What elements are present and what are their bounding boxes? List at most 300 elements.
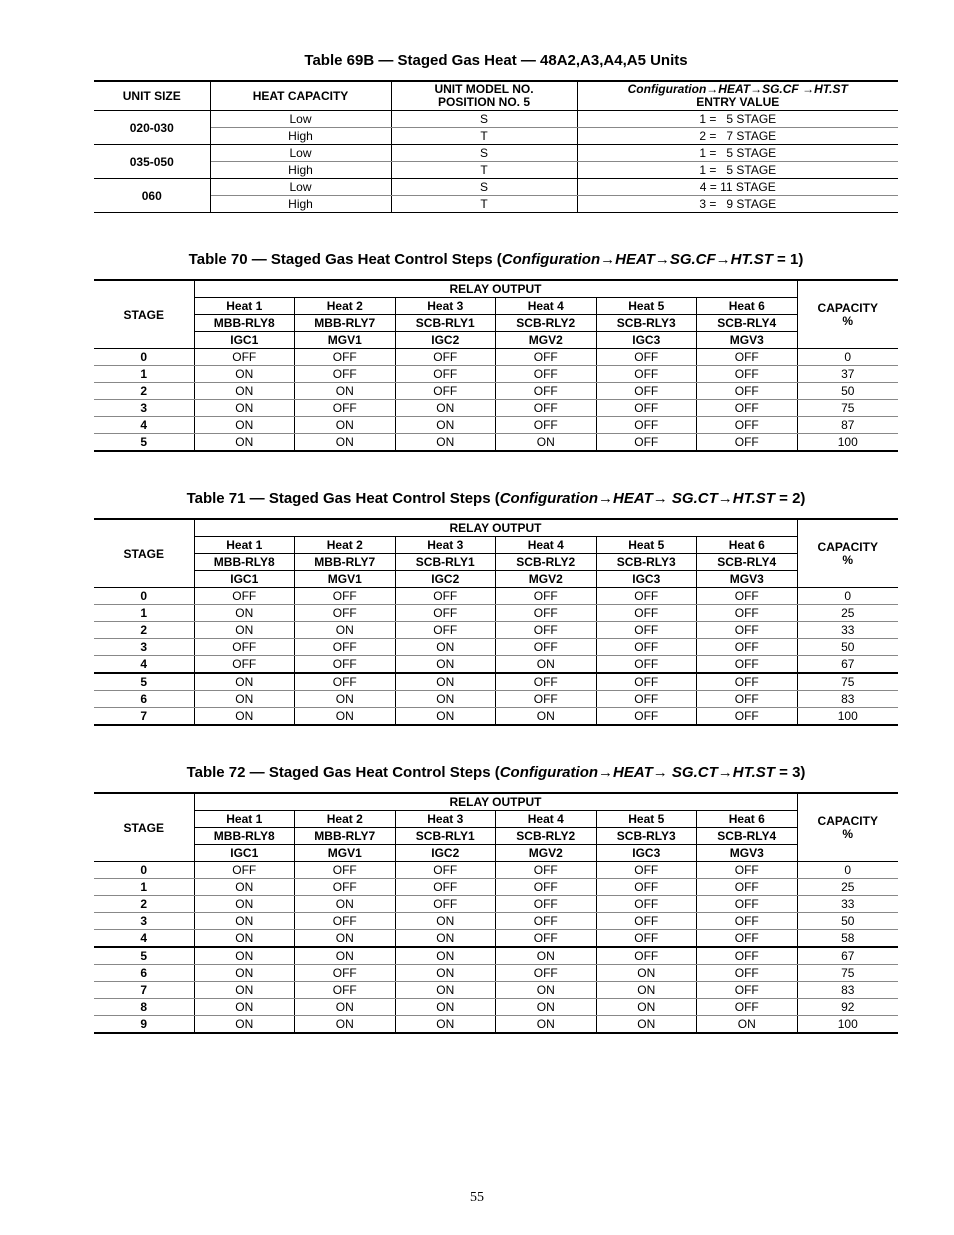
relay-state-cell: OFF bbox=[496, 349, 597, 366]
table-row bbox=[94, 417, 898, 434]
title-suffix: = 3) bbox=[774, 764, 806, 781]
title-suffix: = 2) bbox=[774, 490, 806, 507]
capacity-cell: 67 bbox=[797, 947, 898, 965]
relay-state-cell: ON bbox=[496, 999, 597, 1016]
capacity-label: CAPACITY bbox=[817, 539, 878, 554]
relay-state-cell: OFF bbox=[596, 913, 697, 930]
relay-col-heats-5: Heat 5 bbox=[596, 537, 697, 554]
stage-cell: 0 bbox=[94, 862, 194, 879]
relay-state-cell: OFF bbox=[596, 862, 697, 879]
relay-col-heats-1: Heat 1 bbox=[194, 537, 295, 554]
stage-cell: 2 bbox=[94, 896, 194, 913]
capacity-label: CAPACITY bbox=[817, 300, 878, 315]
relay-state-cell: ON bbox=[194, 400, 295, 417]
relay-state-cell: ON bbox=[596, 999, 697, 1016]
table-row bbox=[94, 605, 898, 622]
relay-state-cell: OFF bbox=[496, 930, 597, 948]
relay-output-header: RELAY OUTPUT bbox=[194, 280, 797, 298]
relay-state-cell: OFF bbox=[295, 982, 396, 999]
relay-state-cell: OFF bbox=[697, 862, 798, 879]
relay-col-heats-6: Heat 6 bbox=[697, 537, 798, 554]
relay-col-heats-3: Heat 3 bbox=[395, 298, 496, 315]
relay-state-cell: ON bbox=[194, 673, 295, 691]
relay-state-cell: OFF bbox=[697, 708, 798, 726]
title-prefix: Table 71 — Staged Gas Heat Control Steps ( bbox=[186, 490, 500, 507]
relay-col-heats-2: Heat 2 bbox=[295, 811, 396, 828]
entry-value-cell: 1 = 5 STAGE bbox=[577, 145, 898, 162]
relay-state-cell: OFF bbox=[697, 656, 798, 674]
table-69b-body bbox=[94, 111, 898, 213]
relay-state-cell: ON bbox=[295, 708, 396, 726]
relay-col-valves-6: MGV3 bbox=[697, 571, 798, 588]
relay-state-cell: OFF bbox=[295, 588, 396, 605]
stage-cell: 4 bbox=[94, 656, 194, 674]
table-row bbox=[94, 128, 898, 145]
table-row bbox=[94, 383, 898, 400]
relay-col-heats-4: Heat 4 bbox=[496, 537, 597, 554]
relay-state-cell: ON bbox=[395, 1016, 496, 1034]
relay-state-cell: OFF bbox=[697, 913, 798, 930]
relay-state-cell: OFF bbox=[496, 383, 597, 400]
relay-col-heats-4: Heat 4 bbox=[496, 811, 597, 828]
relay-state-cell: OFF bbox=[596, 673, 697, 691]
relay-state-cell: ON bbox=[295, 999, 396, 1016]
capacity-cell: 83 bbox=[797, 691, 898, 708]
relay-col-heats-5: Heat 5 bbox=[596, 811, 697, 828]
stage-header: STAGE bbox=[94, 280, 194, 349]
relay-col-valves-1: IGC1 bbox=[194, 845, 295, 862]
relay-state-cell: OFF bbox=[596, 656, 697, 674]
model-position-cell: T bbox=[391, 196, 577, 213]
relay-state-cell: OFF bbox=[295, 366, 396, 383]
relay-col-relays-4: SCB-RLY2 bbox=[496, 554, 597, 571]
capacity-cell: 25 bbox=[797, 605, 898, 622]
capacity-cell: 75 bbox=[797, 400, 898, 417]
relay-col-heats-2: Heat 2 bbox=[295, 537, 396, 554]
unit-size-cell: 060 bbox=[94, 179, 210, 213]
table-row bbox=[94, 145, 898, 162]
title-config-path: Configuration→HEAT→ SG.CT→HT.ST bbox=[499, 490, 775, 507]
table-69b bbox=[94, 80, 898, 213]
heat-capacity-cell: Low bbox=[210, 111, 391, 128]
col-entry-value bbox=[577, 81, 898, 111]
relay-state-cell: ON bbox=[194, 417, 295, 434]
capacity-cell: 50 bbox=[797, 383, 898, 400]
relay-state-cell: OFF bbox=[697, 417, 798, 434]
relay-state-cell: ON bbox=[395, 417, 496, 434]
relay-col-valves-4: MGV2 bbox=[496, 571, 597, 588]
relay-state-cell: OFF bbox=[596, 691, 697, 708]
relay-col-relays-3: SCB-RLY1 bbox=[395, 315, 496, 332]
stage-cell: 1 bbox=[94, 605, 194, 622]
relay-state-cell: OFF bbox=[295, 639, 396, 656]
relay-state-cell: OFF bbox=[496, 896, 597, 913]
table-row bbox=[94, 673, 898, 691]
relay-state-cell: ON bbox=[194, 999, 295, 1016]
relay-state-cell: OFF bbox=[496, 417, 597, 434]
relay-state-cell: ON bbox=[295, 622, 396, 639]
relay-state-cell: ON bbox=[395, 913, 496, 930]
relay-state-cell: OFF bbox=[395, 605, 496, 622]
capacity-unit: % bbox=[842, 826, 854, 841]
entry-value-cell: 4 = 11 STAGE bbox=[577, 179, 898, 196]
relay-col-valves-1: IGC1 bbox=[194, 571, 295, 588]
entry-value-cell: 2 = 7 STAGE bbox=[577, 128, 898, 145]
relay-state-cell: OFF bbox=[496, 588, 597, 605]
relay-state-cell: OFF bbox=[596, 434, 697, 452]
entry-value-cell: 1 = 5 STAGE bbox=[577, 111, 898, 128]
relay-state-cell: OFF bbox=[295, 965, 396, 982]
relay-col-relays-1: MBB-RLY8 bbox=[194, 554, 295, 571]
relay-output-header: RELAY OUTPUT bbox=[194, 793, 797, 811]
stage-cell: 6 bbox=[94, 691, 194, 708]
table-69b-title: Table 69B — Staged Gas Heat — 48A2,A3,A4,A5 Units bbox=[304, 52, 688, 69]
stage-cell: 4 bbox=[94, 417, 194, 434]
stage-cell: 0 bbox=[94, 588, 194, 605]
relay-state-cell: ON bbox=[496, 947, 597, 965]
relay-state-cell: OFF bbox=[697, 400, 798, 417]
relay-state-cell: OFF bbox=[596, 366, 697, 383]
col-model-line2: POSITION NO. 5 bbox=[437, 95, 530, 109]
relay-state-cell: OFF bbox=[295, 349, 396, 366]
relay-state-cell: OFF bbox=[697, 673, 798, 691]
relay-state-cell: OFF bbox=[596, 588, 697, 605]
relay-state-cell: OFF bbox=[295, 673, 396, 691]
relay-state-cell: ON bbox=[295, 947, 396, 965]
relay-col-relays-2: MBB-RLY7 bbox=[295, 554, 396, 571]
relay-col-relays-3: SCB-RLY1 bbox=[395, 828, 496, 845]
table-row bbox=[94, 639, 898, 656]
relay-state-cell: OFF bbox=[194, 349, 295, 366]
relay-col-valves-4: MGV2 bbox=[496, 845, 597, 862]
capacity-cell: 33 bbox=[797, 896, 898, 913]
relay-state-cell: OFF bbox=[496, 862, 597, 879]
relay-state-cell: OFF bbox=[194, 862, 295, 879]
stage-cell: 4 bbox=[94, 930, 194, 948]
stage-cell: 8 bbox=[94, 999, 194, 1016]
table-row bbox=[94, 111, 898, 128]
manual-page bbox=[94, 50, 898, 1034]
relay-state-cell: OFF bbox=[596, 383, 697, 400]
table-row bbox=[94, 622, 898, 639]
relay-state-cell: OFF bbox=[697, 383, 798, 400]
relay-state-cell: OFF bbox=[395, 349, 496, 366]
relay-state-cell: ON bbox=[395, 639, 496, 656]
relay-col-valves-2: MGV1 bbox=[295, 571, 396, 588]
relay-state-cell: OFF bbox=[194, 656, 295, 674]
relay-state-cell: ON bbox=[295, 1016, 396, 1034]
relay-state-cell: OFF bbox=[596, 400, 697, 417]
relay-col-valves-6: MGV3 bbox=[697, 845, 798, 862]
relay-state-cell: ON bbox=[194, 896, 295, 913]
capacity-cell: 87 bbox=[797, 417, 898, 434]
relay-state-cell: OFF bbox=[194, 588, 295, 605]
relay-state-cell: OFF bbox=[697, 349, 798, 366]
relay-state-cell: OFF bbox=[596, 639, 697, 656]
capacity-cell: 37 bbox=[797, 366, 898, 383]
table-row bbox=[94, 196, 898, 213]
relay-state-cell: ON bbox=[496, 434, 597, 452]
relay-state-cell: OFF bbox=[496, 879, 597, 896]
relay-state-cell: ON bbox=[395, 708, 496, 726]
relay-state-cell: ON bbox=[596, 965, 697, 982]
col-config-path: Configuration→HEAT→SG.CF →HT.ST bbox=[627, 82, 848, 96]
capacity-cell: 100 bbox=[837, 1017, 858, 1031]
relay-state-cell: OFF bbox=[395, 383, 496, 400]
table-row bbox=[94, 588, 898, 605]
relay-state-cell: ON bbox=[395, 999, 496, 1016]
relay-state-cell: OFF bbox=[395, 862, 496, 879]
model-position-cell: S bbox=[391, 111, 577, 128]
relay-state-cell: OFF bbox=[496, 366, 597, 383]
relay-state-cell: OFF bbox=[596, 417, 697, 434]
relay-col-heats-3: Heat 3 bbox=[395, 811, 496, 828]
relay-col-heats-1: Heat 1 bbox=[194, 298, 295, 315]
relay-state-cell: OFF bbox=[496, 965, 597, 982]
relay-state-cell: OFF bbox=[496, 639, 597, 656]
relay-state-cell: ON bbox=[496, 982, 597, 999]
col-heat-capacity: HEAT CAPACITY bbox=[210, 81, 391, 111]
relay-state-cell: OFF bbox=[697, 930, 798, 948]
table-row bbox=[94, 400, 898, 417]
relay-state-cell: ON bbox=[395, 930, 496, 948]
relay-col-heats-5: Heat 5 bbox=[596, 298, 697, 315]
relay-state-cell: OFF bbox=[697, 639, 798, 656]
capacity-cell: 0 bbox=[797, 349, 898, 366]
relay-state-cell: OFF bbox=[697, 896, 798, 913]
relay-state-cell: OFF bbox=[395, 879, 496, 896]
table-71 bbox=[94, 518, 898, 726]
table-72 bbox=[94, 792, 898, 1034]
relay-state-cell: ON bbox=[194, 930, 295, 948]
relay-col-relays-6: SCB-RLY4 bbox=[697, 315, 798, 332]
relay-state-cell: ON bbox=[194, 605, 295, 622]
title-prefix: Table 72 — Staged Gas Heat Control Steps ( bbox=[186, 764, 500, 781]
table-row bbox=[94, 162, 898, 179]
relay-state-cell: OFF bbox=[496, 673, 597, 691]
relay-state-cell: ON bbox=[295, 930, 396, 948]
table-row bbox=[94, 656, 898, 674]
relay-col-valves-4: MGV2 bbox=[496, 332, 597, 349]
table-row bbox=[94, 349, 898, 366]
relay-state-cell: OFF bbox=[697, 879, 798, 896]
relay-state-cell: ON bbox=[194, 708, 295, 726]
relay-col-relays-6: SCB-RLY4 bbox=[697, 554, 798, 571]
capacity-header bbox=[797, 793, 898, 862]
heat-capacity-cell: Low bbox=[210, 145, 391, 162]
table-row bbox=[94, 879, 898, 896]
relay-state-cell: OFF bbox=[596, 605, 697, 622]
table-70-title bbox=[94, 249, 898, 271]
title-config-path: Configuration→HEAT→SG.CF→HT.ST bbox=[501, 251, 773, 268]
relay-col-relays-5: SCB-RLY3 bbox=[596, 828, 697, 845]
heat-capacity-cell: High bbox=[210, 162, 391, 179]
capacity-cell: 0 bbox=[797, 588, 898, 605]
relay-state-cell: OFF bbox=[697, 434, 798, 452]
col-unit-size: UNIT SIZE bbox=[94, 81, 210, 111]
relay-state-cell: ON bbox=[194, 965, 295, 982]
relay-state-cell: OFF bbox=[697, 588, 798, 605]
heat-capacity-cell: High bbox=[210, 196, 391, 213]
relay-state-cell: ON bbox=[194, 947, 295, 965]
table-71-title bbox=[94, 488, 898, 510]
relay-col-heats-1: Heat 1 bbox=[194, 811, 295, 828]
relay-state-cell: ON bbox=[194, 434, 295, 452]
capacity-cell: 67 bbox=[797, 656, 898, 674]
relay-col-valves-2: MGV1 bbox=[295, 845, 396, 862]
capacity-label: CAPACITY bbox=[817, 813, 878, 828]
relay-col-relays-2: MBB-RLY7 bbox=[295, 828, 396, 845]
relay-state-cell: OFF bbox=[596, 708, 697, 726]
relay-state-cell: OFF bbox=[596, 930, 697, 948]
stage-cell: 6 bbox=[94, 965, 194, 982]
relay-state-cell: ON bbox=[295, 434, 396, 452]
relay-state-cell: ON bbox=[395, 965, 496, 982]
relay-state-cell: ON bbox=[395, 434, 496, 452]
relay-col-valves-3: IGC2 bbox=[395, 845, 496, 862]
capacity-cell: 100 bbox=[837, 435, 858, 449]
relay-state-cell: ON bbox=[194, 913, 295, 930]
relay-state-cell: ON bbox=[295, 417, 396, 434]
relay-col-valves-2: MGV1 bbox=[295, 332, 396, 349]
relay-col-valves-5: IGC3 bbox=[596, 571, 697, 588]
page-number: 55 bbox=[470, 1190, 484, 1205]
relay-col-heats-6: Heat 6 bbox=[697, 811, 798, 828]
relay-state-cell: ON bbox=[596, 1016, 697, 1034]
heat-capacity-cell: Low bbox=[210, 179, 391, 196]
capacity-header bbox=[797, 280, 898, 349]
capacity-cell: 25 bbox=[797, 879, 898, 896]
relay-col-valves-3: IGC2 bbox=[395, 332, 496, 349]
relay-state-cell: ON bbox=[194, 879, 295, 896]
stage-cell: 0 bbox=[94, 349, 194, 366]
entry-value-cell: 3 = 9 STAGE bbox=[577, 196, 898, 213]
stage-cell: 3 bbox=[94, 913, 194, 930]
capacity-cell: 0 bbox=[797, 862, 898, 879]
relay-state-cell: ON bbox=[395, 656, 496, 674]
relay-state-cell: OFF bbox=[496, 913, 597, 930]
capacity-cell: 50 bbox=[797, 639, 898, 656]
model-position-cell: S bbox=[391, 179, 577, 196]
relay-state-cell: OFF bbox=[596, 622, 697, 639]
relay-state-cell: ON bbox=[194, 1016, 295, 1034]
capacity-cell: 92 bbox=[797, 999, 898, 1016]
relay-state-cell: OFF bbox=[295, 400, 396, 417]
relay-state-cell: OFF bbox=[697, 982, 798, 999]
capacity-cell: 75 bbox=[797, 673, 898, 691]
relay-state-cell: OFF bbox=[295, 879, 396, 896]
relay-state-cell: ON bbox=[194, 691, 295, 708]
relay-state-cell: ON bbox=[295, 383, 396, 400]
table-row bbox=[94, 982, 898, 999]
relay-state-cell: OFF bbox=[295, 656, 396, 674]
relay-col-valves-3: IGC2 bbox=[395, 571, 496, 588]
table-row bbox=[94, 862, 898, 879]
relay-state-cell: OFF bbox=[697, 965, 798, 982]
relay-col-relays-5: SCB-RLY3 bbox=[596, 315, 697, 332]
relay-state-cell: OFF bbox=[295, 862, 396, 879]
capacity-cell: 83 bbox=[797, 982, 898, 999]
relay-col-relays-4: SCB-RLY2 bbox=[496, 828, 597, 845]
stage-cell: 5 bbox=[94, 434, 194, 452]
table-row bbox=[94, 179, 898, 196]
relay-col-relays-3: SCB-RLY1 bbox=[395, 554, 496, 571]
table-row bbox=[94, 434, 898, 452]
relay-state-cell: OFF bbox=[395, 622, 496, 639]
relay-col-heats-2: Heat 2 bbox=[295, 298, 396, 315]
relay-col-relays-1: MBB-RLY8 bbox=[194, 315, 295, 332]
capacity-cell: 75 bbox=[797, 965, 898, 982]
table-row bbox=[94, 708, 898, 726]
relay-state-cell: ON bbox=[395, 691, 496, 708]
table-72-title bbox=[94, 762, 898, 784]
relay-state-cell: OFF bbox=[496, 622, 597, 639]
stage-cell: 5 bbox=[94, 673, 194, 691]
stage-header: STAGE bbox=[94, 519, 194, 588]
table-row bbox=[94, 913, 898, 930]
table-row bbox=[94, 896, 898, 913]
relay-state-cell: OFF bbox=[697, 691, 798, 708]
relay-state-cell: OFF bbox=[697, 366, 798, 383]
relay-state-cell: OFF bbox=[496, 691, 597, 708]
relay-state-cell: ON bbox=[395, 400, 496, 417]
unit-size-cell: 035-050 bbox=[94, 145, 210, 179]
relay-state-cell: ON bbox=[395, 947, 496, 965]
stage-cell: 2 bbox=[94, 622, 194, 639]
model-position-cell: T bbox=[391, 128, 577, 145]
stage-cell: 7 bbox=[94, 982, 194, 999]
relay-state-cell: OFF bbox=[295, 913, 396, 930]
relay-col-valves-6: MGV3 bbox=[697, 332, 798, 349]
relay-state-cell: OFF bbox=[596, 947, 697, 965]
relay-state-cell: ON bbox=[395, 982, 496, 999]
relay-state-cell: ON bbox=[496, 656, 597, 674]
title-config-path: Configuration→HEAT→ SG.CT→HT.ST bbox=[499, 764, 775, 781]
relay-col-heats-6: Heat 6 bbox=[697, 298, 798, 315]
relay-col-relays-5: SCB-RLY3 bbox=[596, 554, 697, 571]
relay-state-cell: OFF bbox=[697, 605, 798, 622]
relay-state-cell: OFF bbox=[496, 605, 597, 622]
relay-state-cell: OFF bbox=[697, 622, 798, 639]
relay-col-relays-6: SCB-RLY4 bbox=[697, 828, 798, 845]
relay-state-cell: OFF bbox=[697, 999, 798, 1016]
relay-state-cell: ON bbox=[194, 366, 295, 383]
relay-state-cell: ON bbox=[194, 982, 295, 999]
table-row bbox=[94, 930, 898, 948]
title-prefix: Table 70 — Staged Gas Heat Control Steps ( bbox=[188, 251, 502, 268]
relay-state-cell: ON bbox=[295, 691, 396, 708]
relay-state-cell: OFF bbox=[596, 879, 697, 896]
capacity-cell: 50 bbox=[797, 913, 898, 930]
model-position-cell: S bbox=[391, 145, 577, 162]
relay-col-relays-4: SCB-RLY2 bbox=[496, 315, 597, 332]
relay-state-cell: ON bbox=[596, 982, 697, 999]
stage-cell: 5 bbox=[94, 947, 194, 965]
relay-state-cell: OFF bbox=[395, 896, 496, 913]
col-model-line1: UNIT MODEL NO. bbox=[434, 82, 534, 96]
unit-size-cell: 020-030 bbox=[94, 111, 210, 145]
capacity-cell: 33 bbox=[797, 622, 898, 639]
model-position-cell: T bbox=[391, 162, 577, 179]
relay-state-cell: OFF bbox=[194, 639, 295, 656]
relay-state-cell: OFF bbox=[596, 349, 697, 366]
stage-cell: 1 bbox=[94, 366, 194, 383]
stage-cell: 7 bbox=[94, 708, 194, 726]
relay-state-cell: ON bbox=[295, 896, 396, 913]
table-row bbox=[94, 947, 898, 965]
relay-state-cell: OFF bbox=[395, 366, 496, 383]
capacity-cell: 58 bbox=[797, 930, 898, 948]
